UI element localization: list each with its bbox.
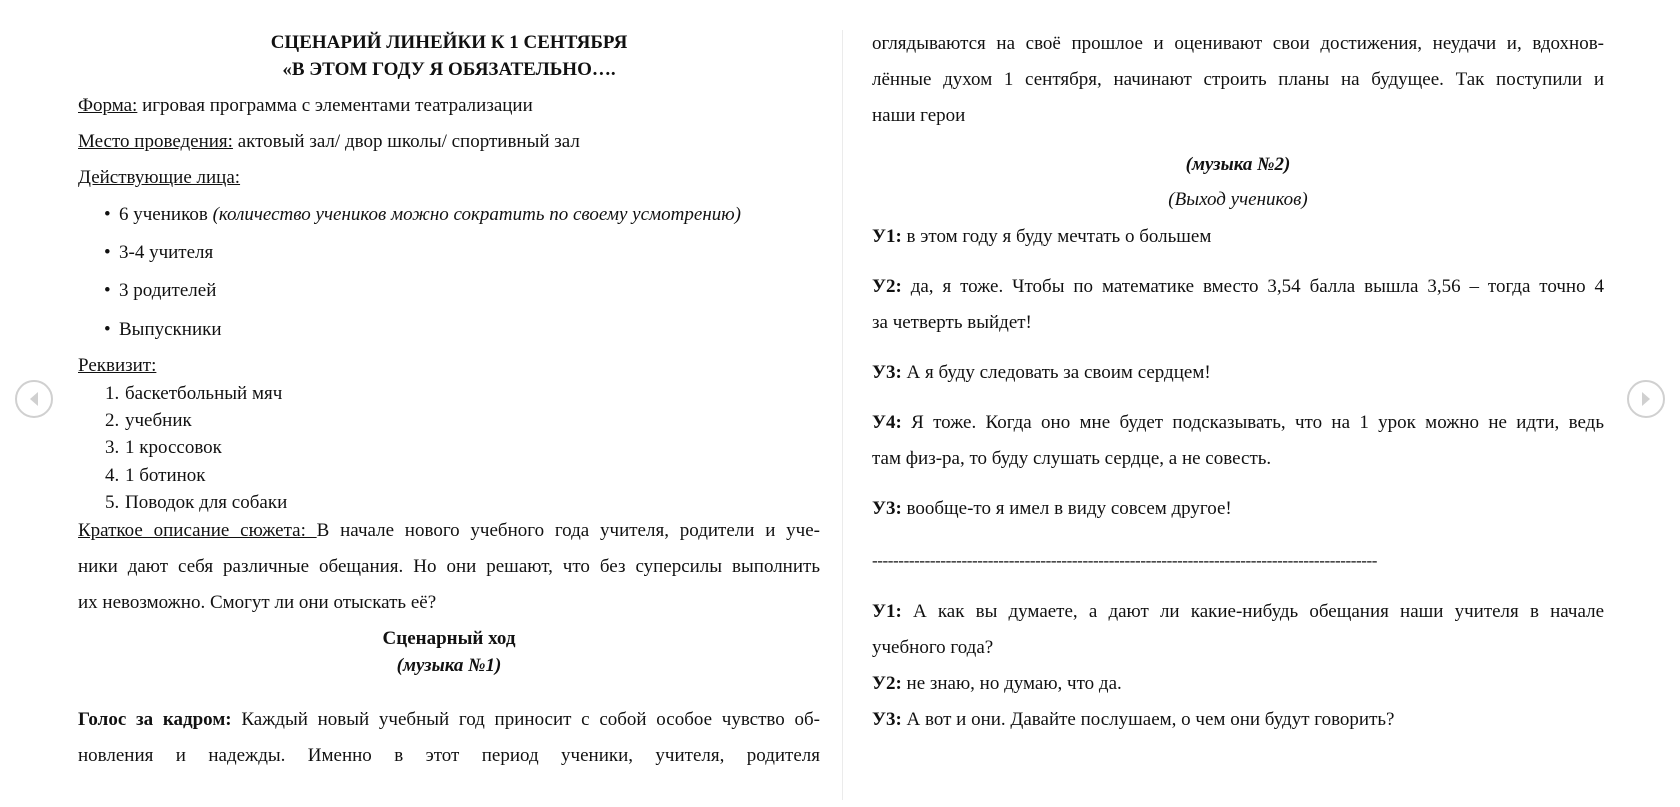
character-text: 3-4 учителя — [119, 242, 214, 263]
dialogue-text: А как вы думаете, а дают ли какие-нибудь обещания наши учителя в начале — [901, 601, 1604, 622]
prop-number: 3. — [105, 437, 120, 458]
chevron-right-icon — [1639, 391, 1653, 407]
prop-text: Поводок для собаки — [125, 492, 288, 513]
prop-text: баскетбольный мяч — [125, 383, 283, 404]
dialogue-line — [872, 674, 1122, 693]
speaker-label: У3: — [872, 498, 902, 519]
voice-text: Каждый новый учебный год приносит с собой особое чувство об- — [231, 709, 820, 730]
prop-number: 1. — [105, 383, 120, 404]
document-page-left — [78, 0, 820, 807]
dialogue-line: учебного года? — [872, 637, 994, 658]
place-value: актовый зал/ двор школы/ спортивный зал — [232, 131, 580, 152]
paragraph-line: наши герои — [872, 105, 966, 126]
dialogue-text: в этом году я буду мечтать о большем — [901, 226, 1212, 247]
section-heading: Сценарный ход — [382, 628, 516, 649]
voice-paragraph-line: новления и надежды. Именно в этот период ученики, учителя, родителя — [78, 745, 820, 766]
dialogue-line — [872, 602, 1604, 621]
music-cue: (музыка №2) — [1185, 154, 1291, 175]
plot-paragraph-line: ники дают себя различные обещания. Но они решают, что без суперсилы выполнить — [78, 556, 820, 577]
music-cue: (музыка №1) — [396, 655, 502, 676]
chevron-left-icon — [27, 391, 41, 407]
dialogue-text: вообще-то я имел в виду совсем другое! — [901, 498, 1232, 519]
dialogue-line — [872, 499, 1232, 518]
page-divider — [842, 30, 843, 800]
document-page-right — [872, 0, 1604, 807]
props-label: Реквизит: — [78, 355, 157, 376]
dialogue-line — [872, 710, 1394, 729]
place-line — [78, 132, 580, 151]
prop-number: 5. — [105, 492, 120, 513]
dialogue-text: А я буду следовать за своим сердцем! — [901, 362, 1211, 383]
speaker-label: У1: — [872, 226, 902, 247]
characters-label: Действующие лица: — [78, 167, 241, 188]
paragraph-line: лённые духом 1 сентября, начинают строить планы на будущее. Так поступили и — [872, 69, 1604, 90]
speaker-label: У4: — [872, 412, 902, 433]
dialogue-text: А вот и они. Давайте послушаем, о чем они будут говорить? — [901, 709, 1395, 730]
bullet: • — [104, 242, 111, 263]
speaker-label: Голос за кадром: — [78, 709, 232, 730]
dialogue-text: Я тоже. Когда оно мне будет подсказывать, что на 1 урок можно не идти, ведь — [901, 412, 1604, 433]
form-label: Форма: — [78, 95, 138, 116]
document-title: СЦЕНАРИЙ ЛИНЕЙКИ К 1 СЕНТЯБРЯ — [270, 32, 628, 53]
dialogue-line — [872, 413, 1604, 432]
speaker-label: У3: — [872, 362, 902, 383]
prop-text: 1 ботинок — [125, 465, 206, 486]
dialogue-line: там физ-ра, то буду слушать сердце, а не совесть. — [872, 448, 1272, 469]
plot-text: В начале нового учебного года учителя, родители и уче- — [316, 520, 820, 541]
document-subtitle: «В ЭТОМ ГОДУ Я ОБЯЗАТЕЛЬНО…. — [282, 59, 616, 80]
speaker-label: У3: — [872, 709, 902, 730]
speaker-label: У2: — [872, 276, 902, 297]
plot-paragraph-line — [78, 521, 820, 540]
place-label: Место проведения: — [78, 131, 233, 152]
stage-direction: (Выход учеников) — [1168, 189, 1308, 210]
form-line — [78, 96, 533, 115]
speaker-label: У2: — [872, 673, 902, 694]
dialogue-line — [872, 363, 1211, 382]
plot-paragraph-line: их невозможно. Смогут ли они отыскать её? — [78, 592, 437, 613]
separator-line: ------------------------------------------------------------------------------------------------ — [872, 552, 1378, 569]
speaker-label: У1: — [872, 601, 902, 622]
dialogue-text: да, я тоже. Чтобы по математике вместо 3,54 балла вышла 3,56 – тогда точно 4 — [901, 276, 1604, 297]
character-text: Выпускники — [119, 319, 222, 340]
voice-paragraph-line — [78, 710, 820, 729]
prop-text: 1 кроссовок — [125, 437, 222, 458]
plot-label: Краткое описание сюжета: — [78, 520, 317, 541]
next-page-button[interactable] — [1627, 380, 1665, 418]
dialogue-line — [872, 227, 1211, 246]
bullet: • — [104, 204, 111, 225]
dialogue-line — [872, 277, 1604, 296]
character-note: (количество учеников можно сократить по своему усмотрению) — [212, 204, 741, 225]
prop-number: 2. — [105, 410, 120, 431]
prop-number: 4. — [105, 465, 120, 486]
prev-page-button[interactable] — [15, 380, 53, 418]
paragraph-line: оглядываются на своё прошлое и оценивают свои достижения, неудачи и, вдохнов- — [872, 33, 1604, 54]
bullet: • — [104, 280, 111, 301]
character-text: 3 родителей — [119, 280, 217, 301]
character-text: 6 учеников — [119, 204, 213, 225]
bullet: • — [104, 319, 111, 340]
dialogue-text: не знаю, но думаю, что да. — [901, 673, 1122, 694]
dialogue-line: за четверть выйдет! — [872, 312, 1032, 333]
prop-text: учебник — [125, 410, 192, 431]
form-value: игровая программа с элементами театрализации — [137, 95, 533, 116]
